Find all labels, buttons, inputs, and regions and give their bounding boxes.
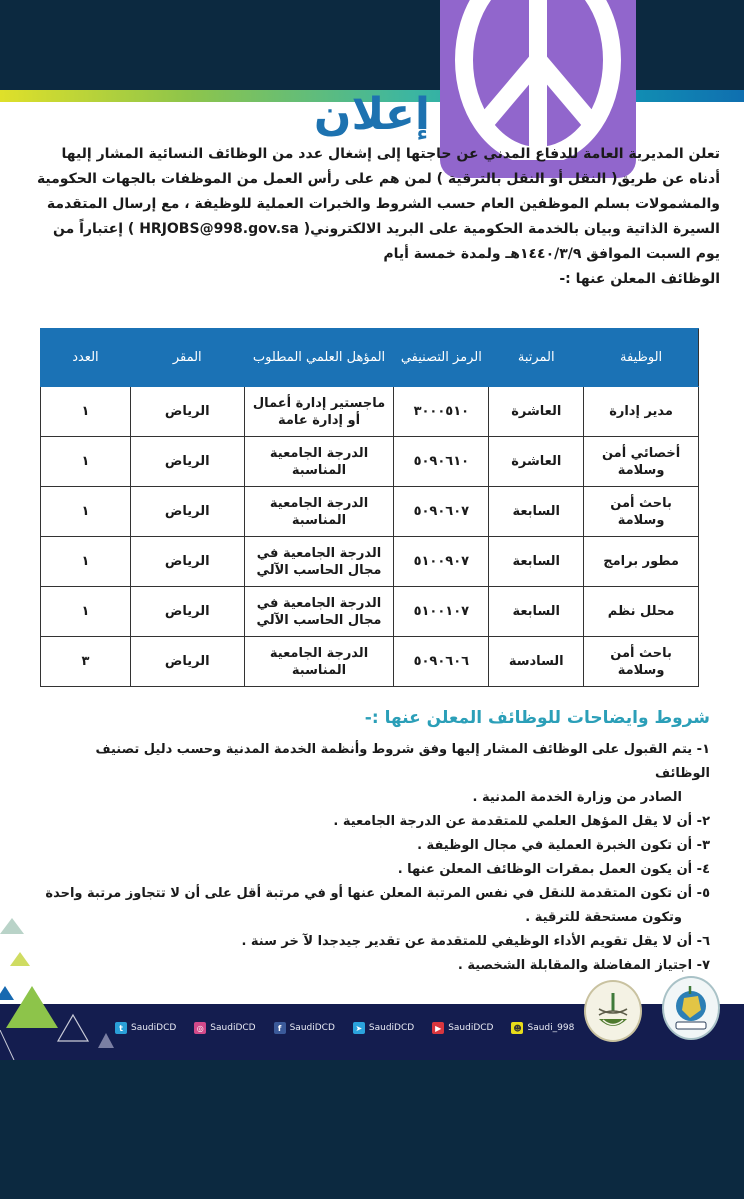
intro-line: أدناه عن طريق( النقل أو النقل بالترقية ) لمن هم على رأس العمل من الموظفات بالجهات الحكومية [36, 171, 720, 187]
cell-location: الرياض [130, 387, 244, 437]
social-link-telegram[interactable] [353, 1022, 414, 1034]
cell-location: الرياض [130, 587, 244, 637]
cell-title: مدير إدارة [584, 387, 699, 437]
twitter-icon: t [115, 1022, 127, 1034]
condition-continuation: الصادر من وزارة الخدمة المدنية . [472, 790, 682, 805]
cell-location: الرياض [130, 437, 244, 487]
social-handle: SaudiDCD [368, 1023, 415, 1033]
intro-line: والمشمولات بسلم الموظفين العام حسب الشروط والخبرات العملية للوظيفة ، مع إرسال المتقدمة [46, 196, 720, 212]
cell-count: ١ [41, 387, 131, 437]
cell-count: ١ [41, 587, 131, 637]
triangle-decoration-icon [0, 918, 24, 934]
cell-location: الرياض [130, 637, 244, 687]
cell-code: ٥١٠٠١٠٧ [394, 587, 489, 637]
cell-code: ٥٠٩٠٦٠٧ [394, 487, 489, 537]
col-header-title: الوظيفة [584, 329, 699, 387]
social-link-twitter[interactable] [115, 1022, 176, 1034]
social-link-instagram[interactable] [194, 1022, 255, 1034]
social-handle: SaudiDCD [448, 1023, 494, 1033]
cell-count: ١ [41, 487, 131, 537]
cell-title: باحث أمن وسلامة [584, 637, 699, 687]
cell-title: باحث أمن وسلامة [584, 487, 699, 537]
cell-location: الرياض [130, 537, 244, 587]
cell-rank: السابعة [489, 537, 584, 587]
bottom-band [0, 1060, 744, 1199]
table-row [41, 387, 699, 437]
cell-qualification: الدرجة الجامعية المناسبة [244, 637, 394, 687]
social-handle: SaudiDCD [131, 1023, 177, 1033]
cell-code: ٥٠٩٠٦٠٦ [394, 637, 489, 687]
condition-item [40, 882, 710, 930]
intro-line: السيرة الذاتية وبيان بالخدمة الحكومية على البريد الالكتروني( HRJOBS@998.gov.sa ) إعتباراً من [53, 221, 720, 237]
facebook-icon: f [274, 1022, 286, 1034]
snapchat-icon: ☻ [513, 1023, 522, 1033]
condition-text: ٣- أن تكون الخبرة العملية في مجال الوظيفة . [417, 838, 710, 853]
triangle-decoration-icon [10, 952, 30, 966]
table-row [41, 537, 699, 587]
cell-qualification: ماجستير إدارة أعمال أو إدارة عامة [244, 387, 394, 437]
civil-defense-emblem-icon [662, 976, 720, 1040]
table-row [41, 487, 699, 537]
page-title: إعلان [313, 89, 430, 140]
instagram-icon: ◎ [194, 1022, 206, 1034]
triangle-decoration-icon [6, 986, 58, 1028]
col-header-code: الرمز التصنيفي [394, 329, 489, 387]
condition-text: ٥- أن تكون المتقدمة للنقل في نفس المرتبة المعلن عنها أو في مرتبة أقل على أن لا تتجاوز مرتبة واحدة [45, 886, 710, 901]
condition-text: ٤- أن يكون العمل بمقرات الوظائف المعلن عنها . [397, 862, 710, 877]
condition-item [40, 954, 710, 978]
table-row [41, 587, 699, 637]
condition-item [40, 810, 710, 834]
condition-text: ٧- اجتياز المفاضلة والمقابلة الشخصية . [457, 958, 710, 973]
col-header-qualification: المؤهل العلمي المطلوب [244, 329, 394, 387]
cell-count: ١ [41, 537, 131, 587]
intro-paragraph [30, 142, 720, 292]
cell-count: ١ [41, 437, 131, 487]
cell-qualification: الدرجة الجامعية في مجال الحاسب الآلي [244, 587, 394, 637]
cell-rank: السادسة [489, 637, 584, 687]
social-handle: SaudiDCD [210, 1023, 256, 1033]
condition-item [40, 930, 710, 954]
col-header-location: المقر [130, 329, 244, 387]
cell-qualification: الدرجة الجامعية المناسبة [244, 437, 394, 487]
table-row [41, 637, 699, 687]
condition-text: ١- يتم القبول على الوظائف المشار إليها وفق شروط وأنظمة الخدمة المدنية وحسب دليل تصنيف الوظائف [95, 742, 710, 781]
triangle-outline-icon [56, 1013, 90, 1043]
social-links [115, 1020, 574, 1036]
cell-count: ٣ [41, 637, 131, 687]
intro-line: يوم السبت الموافق ١٤٤٠/٣/٩هـ ولمدة خمسة أيام [383, 246, 720, 262]
col-header-count: العدد [41, 329, 131, 387]
social-handle: Saudi_998 [527, 1023, 575, 1033]
social-link-facebook[interactable] [274, 1022, 335, 1034]
condition-item [40, 858, 710, 882]
saudi-emblem-icon [584, 980, 642, 1042]
col-header-rank: المرتبة [489, 329, 584, 387]
cell-rank: السابعة [489, 587, 584, 637]
intro-line: تعلن المديرية العامة للدفاع المدني عن حاجتها إلى إشغال عدد من الوظائف النسائية المشار إليها [61, 146, 720, 162]
condition-text: ٢- أن لا يقل المؤهل العلمي للمتقدمة عن الدرجة الجامعية . [333, 814, 710, 829]
condition-continuation: وتكون مستحقة للترقية . [525, 910, 682, 925]
condition-item [40, 738, 710, 810]
table-header-row [41, 329, 699, 387]
line-decoration-icon [0, 1030, 20, 1060]
cell-title: أخصائي أمن وسلامة [584, 437, 699, 487]
cell-code: ٥١٠٠٩٠٧ [394, 537, 489, 587]
jobs-label: الوظائف المعلن عنها :- [559, 271, 720, 287]
jobs-table [40, 328, 699, 687]
condition-item [40, 834, 710, 858]
cell-qualification: الدرجة الجامعية في مجال الحاسب الآلي [244, 537, 394, 587]
cell-title: مطور برامج [584, 537, 699, 587]
cell-rank: السابعة [489, 487, 584, 537]
table-row [41, 437, 699, 487]
conditions-title: شروط وايضاحات للوظائف المعلن عنها :- [364, 708, 710, 728]
cell-qualification: الدرجة الجامعية المناسبة [244, 487, 394, 537]
cell-rank: العاشرة [489, 437, 584, 487]
social-link-youtube[interactable] [432, 1022, 493, 1034]
social-handle: SaudiDCD [289, 1023, 335, 1033]
cell-location: الرياض [130, 487, 244, 537]
cell-code: ٣٠٠٠٥١٠ [394, 387, 489, 437]
cell-rank: العاشرة [489, 387, 584, 437]
youtube-icon: ▶ [432, 1022, 444, 1034]
cell-title: محلل نظم [584, 587, 699, 637]
telegram-icon: ➤ [353, 1022, 365, 1034]
condition-text: ٦- أن لا يقل تقويم الأداء الوظيفي للمتقدمة عن تقدير جيدجدا لآ خر سنة . [241, 934, 710, 949]
social-link-snapchat[interactable] [511, 1022, 574, 1034]
triangle-decoration-icon [98, 1033, 114, 1048]
conditions-list [40, 738, 710, 978]
cell-code: ٥٠٩٠٦١٠ [394, 437, 489, 487]
